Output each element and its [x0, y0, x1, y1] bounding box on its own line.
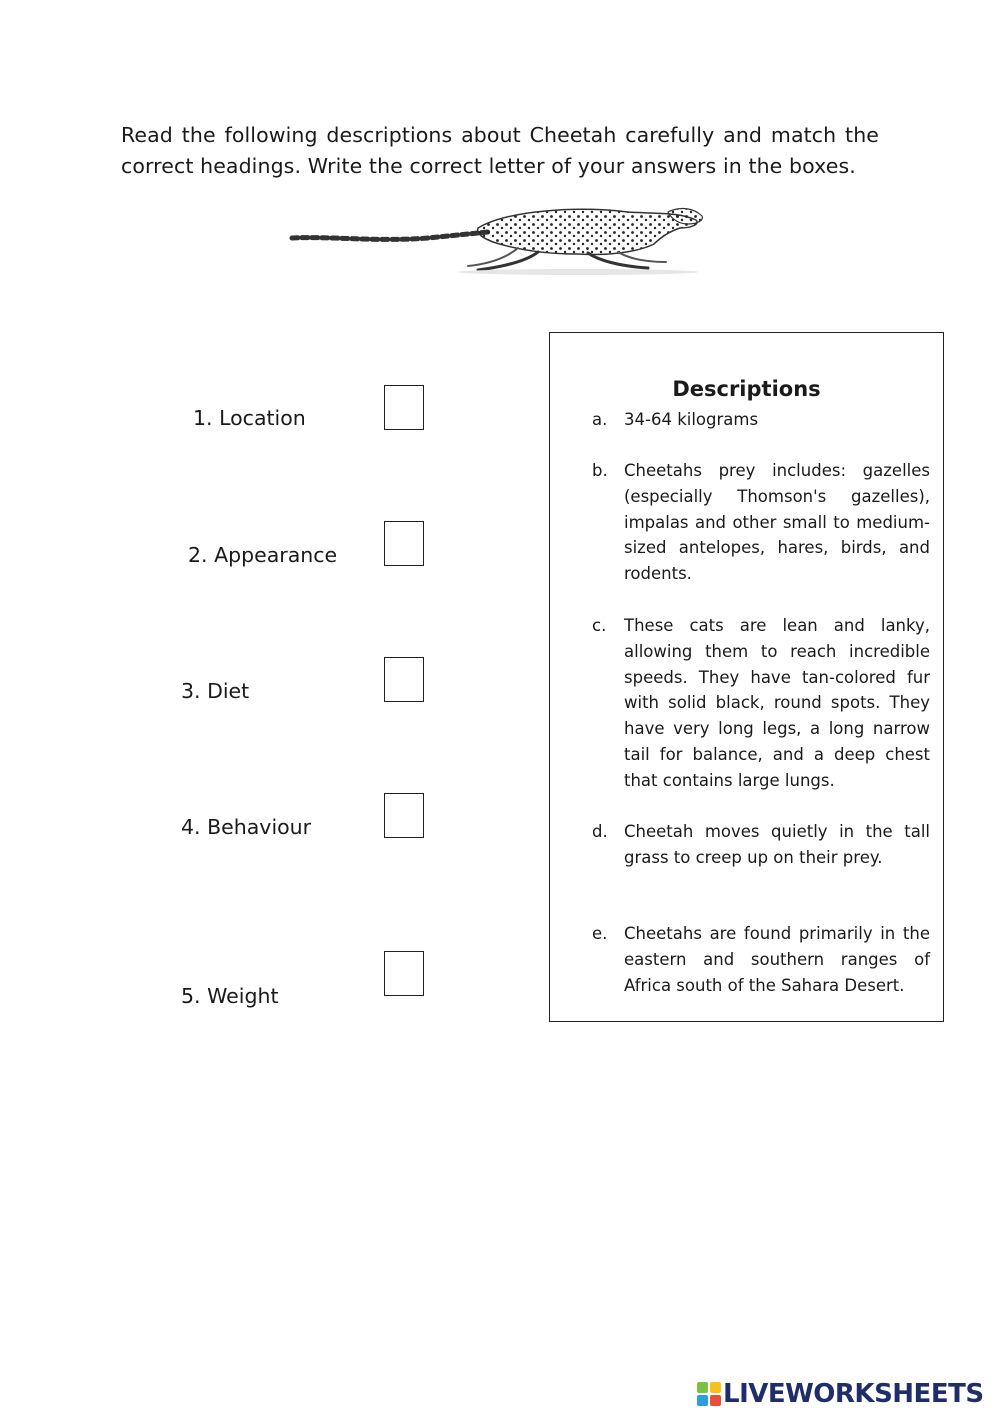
heading-weight: 5. Weight — [181, 984, 279, 1008]
answer-box-weight[interactable] — [384, 951, 424, 996]
description-letter: d. — [592, 822, 608, 841]
liveworksheets-logo-text: LIVEWORKSHEETS — [723, 1379, 984, 1409]
heading-behaviour: 4. Behaviour — [181, 815, 312, 839]
description-letter: a. — [592, 410, 608, 429]
descriptions-panel — [549, 332, 944, 1022]
heading-location: 1. Location — [193, 406, 306, 430]
description-item-e — [592, 921, 930, 998]
liveworksheets-logo — [697, 1376, 984, 1412]
description-text: Cheetahs prey includes: gazelles (especially Thomson's gazelles), impalas and other small to medium-sized antelopes, hares, birds, and rodents. — [624, 461, 930, 584]
description-letter: e. — [592, 924, 608, 943]
answer-box-diet[interactable] — [384, 657, 424, 702]
description-text: 34-64 kilograms — [624, 410, 759, 429]
description-text: These cats are lean and lanky, allowing them to reach incredible speeds. They have tan-colored fur with solid black, round spots. They have very long legs, a long narrow tail for balance, and a deep chest that contains large lungs. — [624, 616, 930, 790]
description-letter: c. — [592, 616, 607, 635]
running-cheetah-icon — [288, 198, 708, 278]
liveworksheets-logo-icon — [697, 1382, 721, 1406]
heading-appearance: 2. Appearance — [188, 543, 338, 567]
answer-box-behaviour[interactable] — [384, 793, 424, 838]
heading-diet: 3. Diet — [181, 679, 250, 703]
description-item-d — [592, 819, 930, 871]
description-text: Cheetahs are found primarily in the eastern and southern ranges of Africa south of the Sahara Desert. — [624, 924, 930, 995]
answer-box-location[interactable] — [384, 385, 424, 430]
instructions-text: Read the following descriptions about Cheetah carefully and match the correct headings. Write the correct letter of your answers in the boxes. — [121, 123, 879, 178]
description-item-a — [592, 407, 930, 433]
answer-box-appearance[interactable] — [384, 521, 424, 566]
description-letter: b. — [592, 461, 608, 480]
description-item-b — [592, 458, 930, 587]
descriptions-title: Descriptions — [672, 377, 821, 401]
description-item-c — [592, 613, 930, 794]
description-text: Cheetah moves quietly in the tall grass to creep up on their prey. — [624, 822, 930, 867]
